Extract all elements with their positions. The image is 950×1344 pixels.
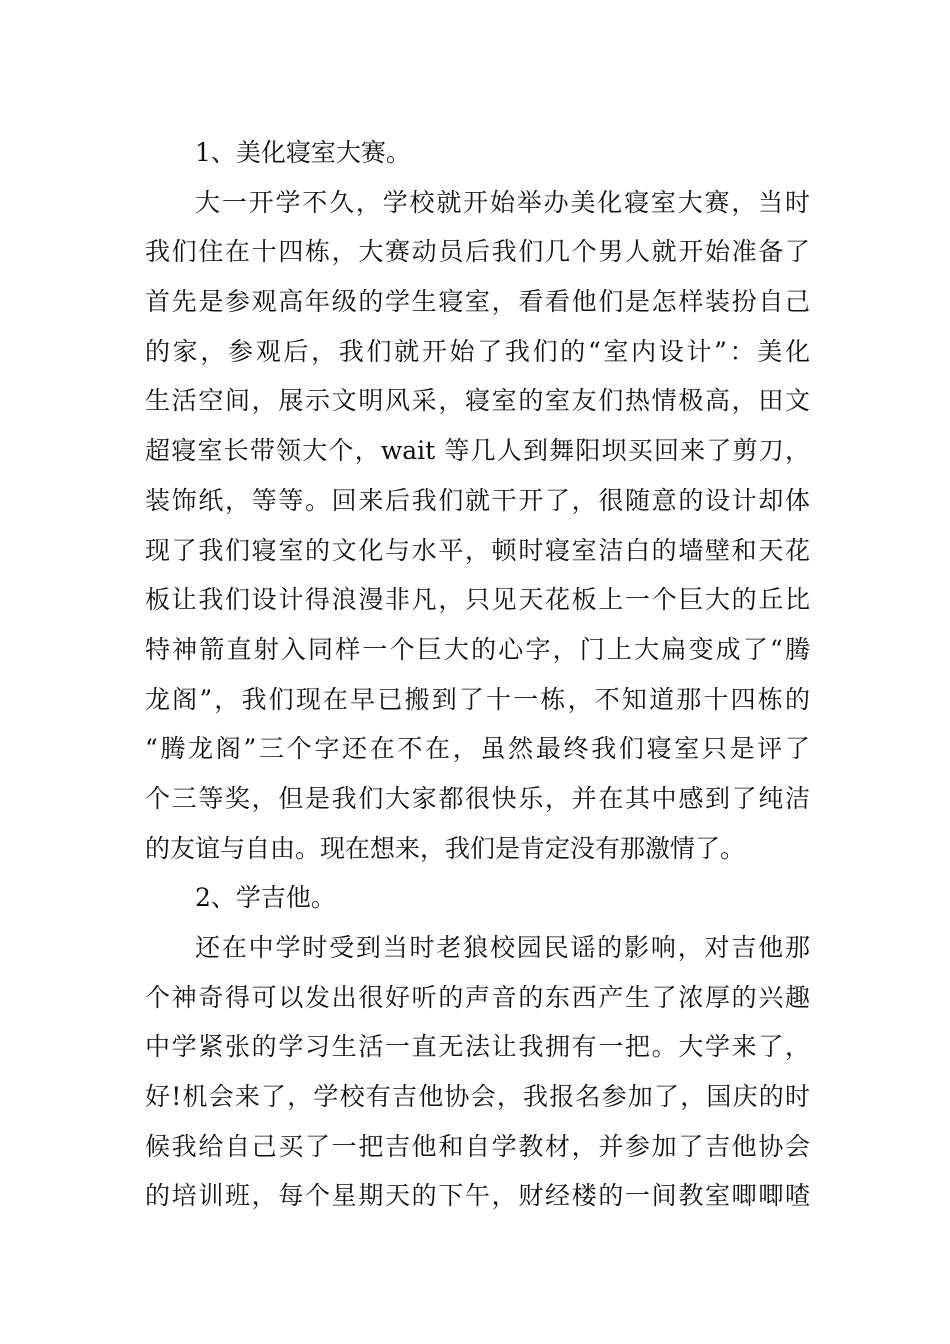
paragraph-line: 装饰纸，等等。回来后我们就干开了，很随意的设计却体 <box>145 485 810 515</box>
paragraph-line: 的友谊与自由。现在想来，我们是肯定没有那激情了。 <box>145 833 746 863</box>
paragraph-line: 个三等奖，但是我们大家都很快乐，并在其中感到了纯洁 <box>145 783 810 813</box>
paragraph-line: 大一开学不久，学校就开始举办美化寝室大赛，当时 <box>195 187 810 217</box>
paragraph-line: 首先是参观高年级的学生寝室，看看他们是怎样装扮自己 <box>145 287 810 317</box>
paragraph-line: 的家，参观后，我们就开始了我们的“室内设计”：美化 <box>145 336 810 366</box>
paragraph-line: 现了我们寝室的文化与水平，顿时寝室洁白的墙壁和天花 <box>145 535 810 565</box>
paragraph-line: 个神奇得可以发出很好听的声音的东西产生了浓厚的兴趣 <box>145 982 810 1012</box>
paragraph-line: 龙阁”，我们现在早已搬到了十一栋，不知道那十四栋的 <box>145 684 810 714</box>
paragraph-line: 特神箭直射入同样一个巨大的心字，门上大扁变成了“腾 <box>145 634 810 664</box>
paragraph-line: “腾龙阁”三个字还在不在，虽然最终我们寝室只是评了 <box>145 734 810 764</box>
paragraph-line: 的培训班，每个星期天的下午，财经楼的一间教室唧唧喳 <box>145 1181 810 1211</box>
paragraph-line: 中学紧张的学习生活一直无法让我拥有一把。大学来了， <box>145 1032 810 1062</box>
paragraph-line: 生活空间，展示文明风采，寝室的室友们热情极高，田文 <box>145 386 810 416</box>
paragraph-line: 还在中学时受到当时老狼校园民谣的影响，对吉他那 <box>195 933 810 962</box>
section-heading-2: 2、学吉他。 <box>195 883 336 913</box>
paragraph-line: 我们住在十四栋，大赛动员后我们几个男人就开始准备了 <box>145 237 810 267</box>
paragraph-line: 超寝室长带领大个，wait 等几人到舞阳坝买回来了剪刀， <box>145 436 810 466</box>
document-body <box>145 128 810 1221</box>
paragraph-line: 板让我们设计得浪漫非凡，只见天花板上一个巨大的丘比 <box>145 585 810 615</box>
paragraph-line: 候我给自己买了一把吉他和自学教材，并参加了吉他协会 <box>145 1131 810 1161</box>
section-heading-1: 1、美化寝室大赛。 <box>195 138 411 167</box>
paragraph-line: 好!机会来了，学校有吉他协会，我报名参加了，国庆的时 <box>145 1082 810 1112</box>
